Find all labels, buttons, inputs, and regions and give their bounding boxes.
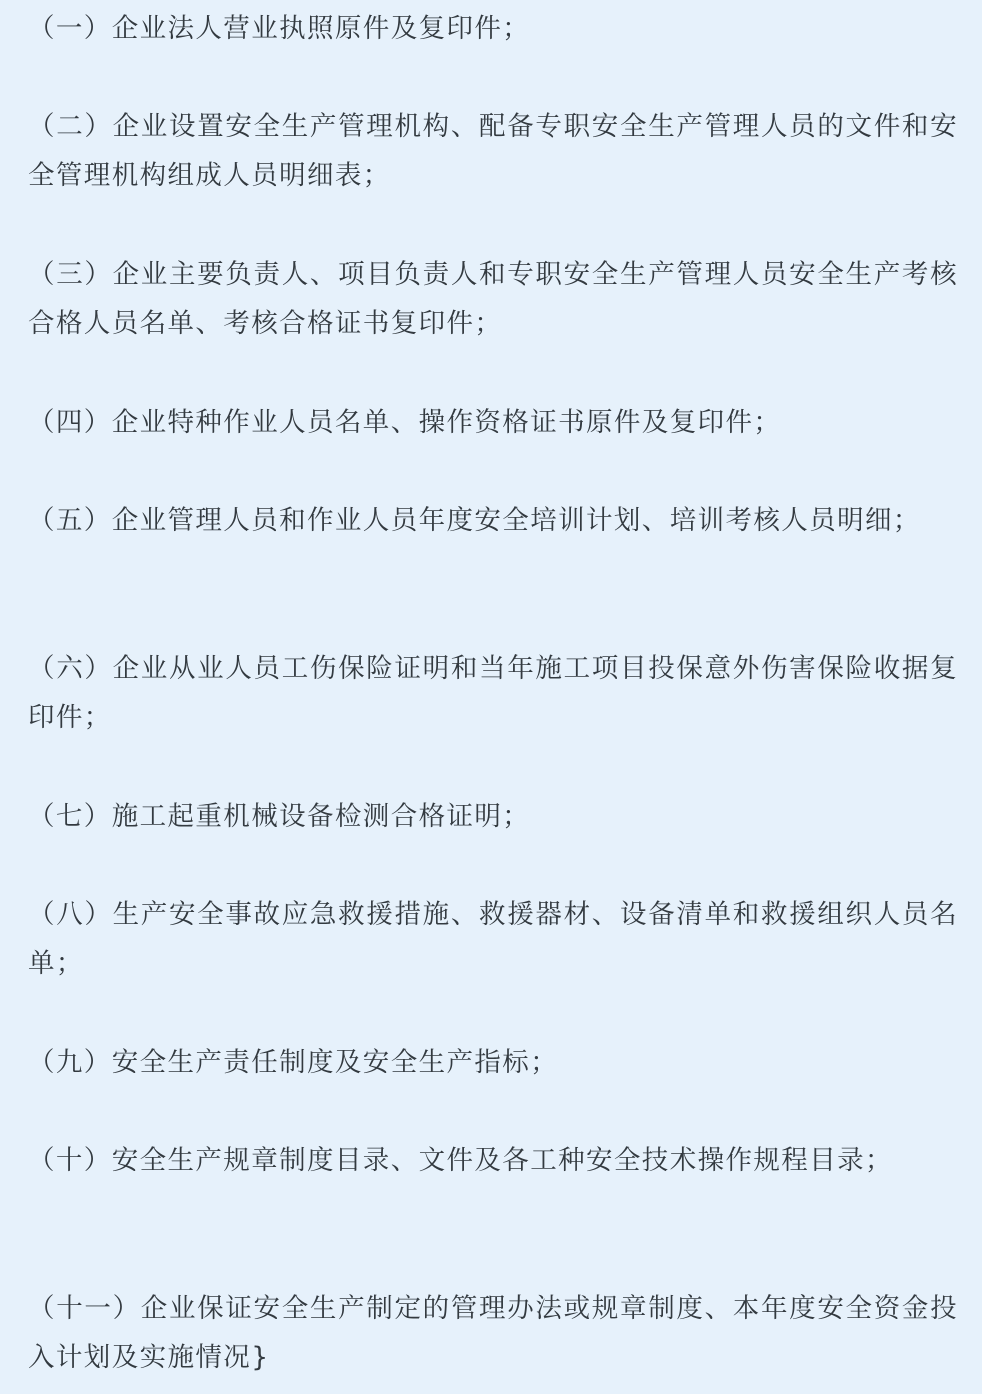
list-item-7: （七）施工起重机械设备检测合格证明； — [28, 801, 531, 832]
list-item-3: （三）企业主要负责人、项目负责人和专职安全生产管理人员安全生产考核合格人员名单、考核合格证书复印件； — [28, 259, 958, 339]
list-item-6: （六）企业从业人员工伤保险证明和当年施工项目投保意外伤害保险收据复印件； — [28, 653, 958, 733]
list-item-8: （八）生产安全事故应急救援措施、救援器材、设备清单和救援组织人员名单； — [28, 899, 958, 979]
list-item-2: （二）企业设置安全生产管理机构、配备专职安全生产管理人员的文件和安全管理机构组成人员明细表； — [28, 111, 958, 191]
list-item-5: （五）企业管理人员和作业人员年度安全培训计划、培训考核人员明细； — [28, 505, 921, 536]
list-item-11: （十一）企业保证安全生产制定的管理办法或规章制度、本年度安全资金投入计划及实施情况} — [28, 1293, 958, 1373]
list-item-10: （十）安全生产规章制度目录、文件及各工种安全技术操作规程目录； — [28, 1145, 893, 1176]
list-item-4: （四）企业特种作业人员名单、操作资格证书原件及复印件； — [28, 407, 782, 438]
list-item-1: （一）企业法人营业执照原件及复印件； — [28, 13, 531, 44]
list-item-9: （九）安全生产责任制度及安全生产指标； — [28, 1047, 559, 1078]
